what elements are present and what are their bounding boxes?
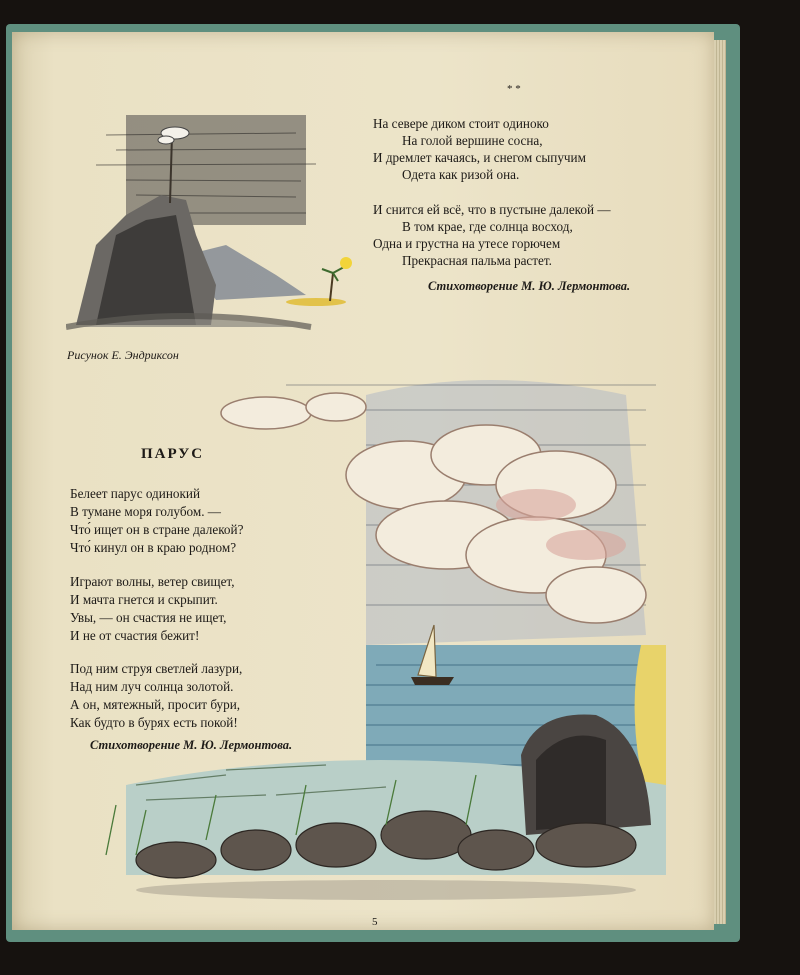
poem1-line: И снится ей всё, что в пустыне далекой — bbox=[373, 202, 611, 217]
poem2-line: И мачта гнется и скрыпит. bbox=[70, 592, 218, 607]
poem1-line: Одна и грустна на утесе горючем bbox=[373, 236, 561, 251]
page-number: 5 bbox=[372, 916, 378, 928]
page-edges bbox=[714, 40, 726, 924]
poem2-line: Над ним луч солнца золотой. bbox=[70, 679, 234, 694]
poem2-line: И не от счастия бежит! bbox=[70, 628, 200, 643]
poem2-line: Что́ кинул он в краю родном? bbox=[70, 540, 237, 555]
poem1-line: И дремлет качаясь, и снегом сыпучим bbox=[373, 150, 586, 165]
illustration-credit: Рисунок Е. Эндриксон bbox=[67, 348, 179, 362]
poem2-line: В тумане моря голубом. — bbox=[70, 504, 221, 519]
pine-cliff-illustration bbox=[66, 95, 366, 345]
poem1-line: На голой вершине сосна, bbox=[402, 133, 543, 148]
poem1-line: В том крае, где солнца восход, bbox=[402, 219, 573, 234]
poem1-attribution: Стихотворение М. Ю. Лермонтова. bbox=[428, 279, 631, 293]
poem2-line: Как будто в бурях есть покой! bbox=[70, 715, 238, 730]
section-stars: * * bbox=[507, 83, 521, 95]
poem1-line: Одета как ризой она. bbox=[402, 167, 520, 182]
poem2-title: ПАРУС bbox=[141, 446, 205, 462]
poem2-line: Под ним струя светлей лазури, bbox=[70, 661, 243, 676]
poem2-line: Увы, — он счастия не ищет, bbox=[70, 610, 227, 625]
poem2-line: Играют волны, ветер свищет, bbox=[70, 574, 235, 589]
poem2-line: Что́ ищет он в стране далекой? bbox=[70, 522, 244, 537]
poem2-attribution: Стихотворение М. Ю. Лермонтова. bbox=[90, 738, 293, 752]
poem1-line: На севере диком стоит одиноко bbox=[373, 116, 549, 131]
poem2-line: А он, мятежный, просит бури, bbox=[70, 697, 241, 712]
poem2-line: Белеет парус одинокий bbox=[70, 486, 201, 501]
poem1-line: Прекрасная пальма растет. bbox=[402, 253, 552, 268]
